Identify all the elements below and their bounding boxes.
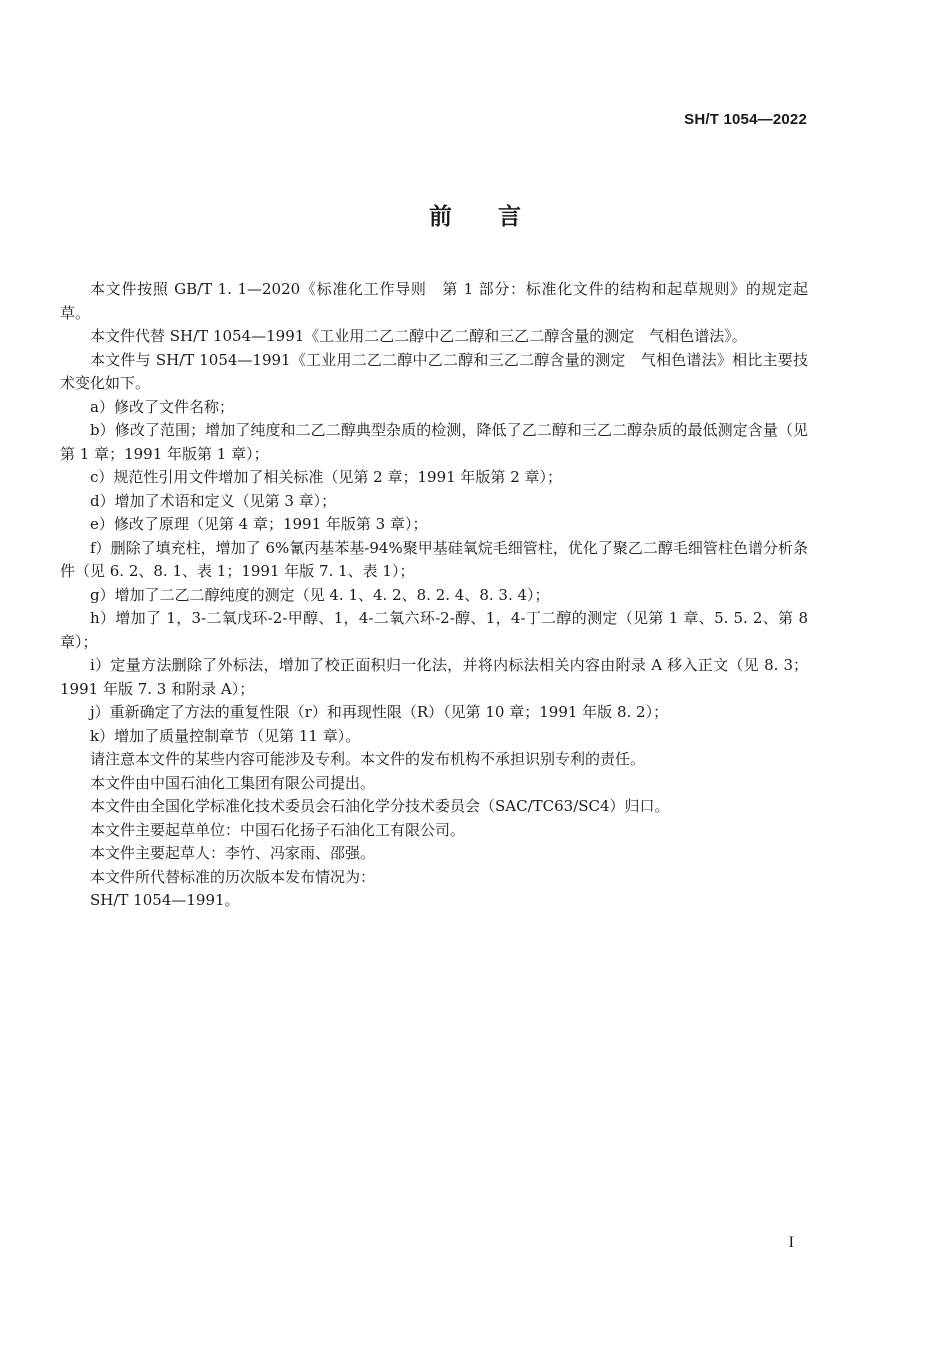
paragraph-drafting-unit: 本文件主要起草单位：中国石化扬子石油化工有限公司。 xyxy=(90,820,466,839)
paragraph-proposer: 本文件由中国石油化工集团有限公司提出。 xyxy=(90,773,376,792)
change-item-k: k）增加了质量控制章节（见第 11 章）。 xyxy=(90,726,361,745)
change-item-f: f）删除了填充柱，增加了 6%氰丙基苯基-94%聚甲基硅氧烷毛细管柱，优化了聚乙二醇毛细管柱色谱分析条件（见 6. 2、8. 1、表 1；1991 年版 7. 1、表 1）； xyxy=(60,538,808,580)
change-item-e: e）修改了原理（见第 4 章；1991 年版第 3 章）； xyxy=(90,515,428,533)
paragraph-patent-notice: 请注意本文件的某些内容可能涉及专利。本文件的发布机构不承担识别专利的责任。 xyxy=(90,750,646,768)
paragraph-basis: 本文件按照 GB/T 1. 1—2020《标准化工作导则 第 1 部分：标准化文件的结构和起草规则》的规定起草。 xyxy=(60,280,808,322)
paragraph-drafters: 本文件主要起草人：李竹、冯家雨、邵强。 xyxy=(90,844,376,862)
change-item-a: a）修改了文件名称； xyxy=(90,397,234,416)
change-item-g: g）增加了二乙二醇纯度的测定（见 4. 1、4. 2、8. 2. 4、8. 3. 4）； xyxy=(90,585,550,604)
change-item-d: d）增加了术语和定义（见第 3 章）； xyxy=(90,491,337,510)
paragraph-history-intro: 本文件所代替标准的历次版本发布情况为： xyxy=(90,867,376,886)
paragraph-changes-intro: 本文件与 SH/T 1054—1991《工业用二乙二醇中乙二醇和三乙二醇含量的测定 气相色谱法》相比主要技术变化如下。 xyxy=(60,350,808,392)
page-number: I xyxy=(788,1234,794,1251)
title-char-1: 前 xyxy=(429,204,452,230)
paragraph-replaces: 本文件代替 SH/T 1054—1991《工业用二乙二醇中乙二醇和三乙二醇含量的测定 气相色谱法》。 xyxy=(90,327,747,345)
change-item-i: i）定量方法删除了外标法，增加了校正面积归一化法，并将内标法相关内容由附录 A 移入正文（见 8. 3；1991 年版 7. 3 和附录 A）； xyxy=(60,656,808,698)
foreword-body xyxy=(60,278,808,913)
paragraph-history-version: SH/T 1054—1991。 xyxy=(90,891,240,909)
change-item-j: j）重新确定了方法的重复性限（r）和再现性限（R）（见第 10 章；1991 年版 8. 2）； xyxy=(90,703,669,721)
change-item-h: h）增加了 1，3-二氧戊环-2-甲醇、1，4-二氧六环-2-醇、1，4-丁二醇的测定（见第 1 章、5. 5. 2、第 8 章）； xyxy=(60,609,808,651)
document-code: SH/T 1054—2022 xyxy=(684,111,807,128)
page-title xyxy=(0,198,950,231)
change-item-c: c）规范性引用文件增加了相关标准（见第 2 章；1991 年版第 2 章）； xyxy=(90,468,563,486)
paragraph-committee: 本文件由全国化学标准化技术委员会石油化学分技术委员会（SAC/TC63/SC4）归口。 xyxy=(90,797,670,815)
title-char-2: 言 xyxy=(498,204,521,230)
change-item-b: b）修改了范围；增加了纯度和二乙二醇典型杂质的检测，降低了乙二醇和三乙二醇杂质的最低测定含量（见第 1 章；1991 年版第 1 章）； xyxy=(60,421,808,463)
